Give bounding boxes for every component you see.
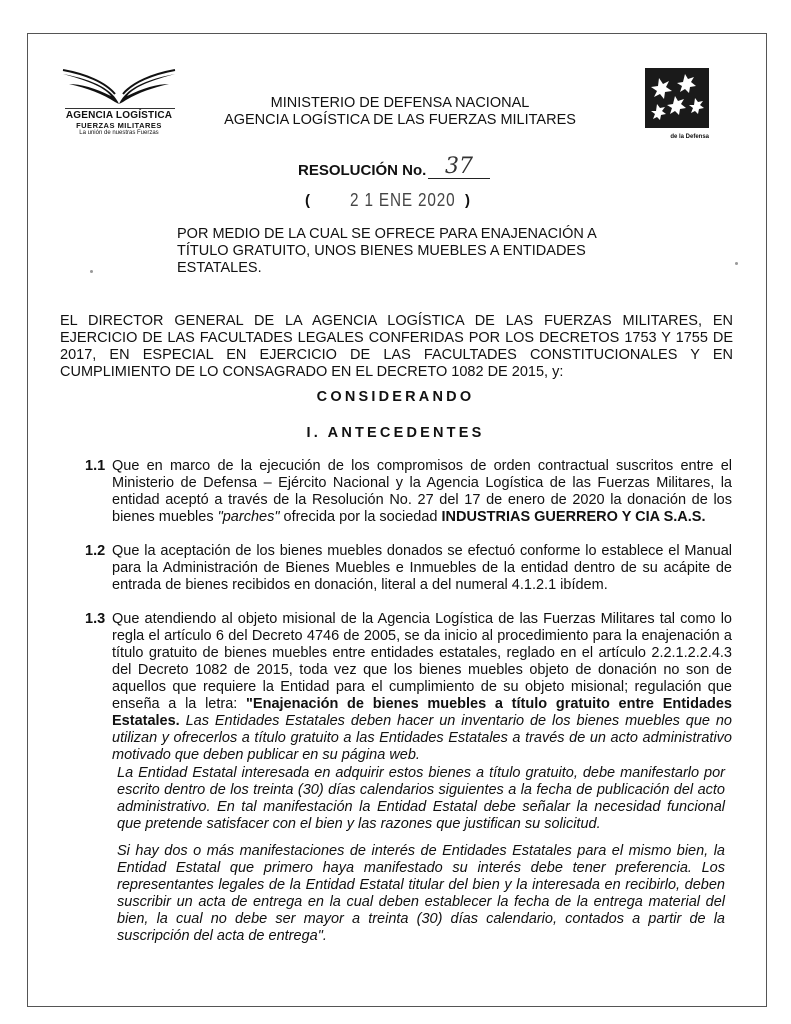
header-ministry: MINISTERIO DE DEFENSA NACIONAL xyxy=(270,95,530,111)
item-text: ofrecida por la sociedad xyxy=(279,509,442,525)
item-1-1 xyxy=(85,458,732,526)
star-cluster-icon xyxy=(645,68,709,128)
logo-line-1: AGENCIA LOGÍSTICA xyxy=(65,110,173,121)
scan-speck xyxy=(735,262,738,265)
ministry-logo-caption: de la Defensa xyxy=(670,134,709,140)
resolution-number: 37 xyxy=(428,154,490,179)
item-1-2 xyxy=(85,543,732,594)
quote-paragraph-1: La Entidad Estatal interesada en adquirir estos bienes a título gratuito, debe manifestarlo por escrito dentro de los treinta (30) días calendarios siguientes a la fecha de publicación del acto administrativo. En tal manifestación la Entidad Estatal debe señalar la necesidad funcional que pretende satisfacer con el bien y las razones que justifican su solicitud. xyxy=(117,765,725,832)
agency-logo xyxy=(55,60,190,150)
date-open-paren: ( xyxy=(305,192,310,209)
company-name: INDUSTRIAS GUERRERO Y CIA S.A.S. xyxy=(441,509,706,525)
date-close-paren: ) xyxy=(465,192,470,209)
item-number: 1.3 xyxy=(85,611,106,627)
wings-icon xyxy=(55,60,183,108)
item-text: Que en marco de la ejecución de los compromisos de orden contractual suscritos entre el Ministerio de Defensa – Ejército Nacional y la Agencia Logística de las Fuerzas Militares, la entidad aceptó a través de la Resolución No. 27 del 17 de enero de 2020 la donación de los bienes muebles xyxy=(112,458,732,525)
heading-considerando: CONSIDERANDO xyxy=(316,389,475,405)
item-text-italic: "parches" xyxy=(217,509,280,525)
logo-tagline: La unión de nuestras Fuerzas xyxy=(79,130,159,136)
item-1-3 xyxy=(85,611,732,764)
resolution-title: POR MEDIO DE LA CUAL SE OFRECE PARA ENAJENACIÓN A TÍTULO GRATUITO, UNOS BIENES MUEBLES A ENTIDADES ESTATALES. xyxy=(177,226,596,276)
item-text: Que atendiendo al objeto misional de la Agencia Logística de las Fuerzas Militares tal como lo regla el artículo 6 del Decreto 4746 de 2005, se da inicio al procedimiento para la enajenación a título gratuito de bienes muebles entre entidades estatales, reglado en el artículo 2.2.1.2.2.4.3 del Decreto 1082 de 2015, toda vez que los bienes muebles objeto de donación no son de aquellos que requiere la Entidad para el cumplimiento de su objeto misional; regulación que enseña a la letra: xyxy=(112,611,732,712)
item-number: 1.1 xyxy=(85,458,106,474)
item-number: 1.2 xyxy=(85,543,106,559)
quote-paragraph-2: Si hay dos o más manifestaciones de interés de Entidades Estatales para el mismo bien, la Entidad Estatal que primero haya manifestado su interés debe tener preferencia. Los representantes legales de la Entidad Estatal titular del bien y la interesada en recibirlo, deben suscribir un acta de entrega en la cual deben establecer la fecha de la entrega material del bien, la cual no debe ser mayor a treinta (30) días calendario, contados a partir de la suscripción del acta de entrega". xyxy=(117,843,725,944)
header-agency: AGENCIA LOGÍSTICA DE LAS FUERZAS MILITARES xyxy=(224,112,576,128)
date-stamp: 2 1 ENE 2020 xyxy=(350,190,456,210)
item-text: Que la aceptación de los bienes muebles donados se efectuó conforme lo establece el Manual para la Administración de Bienes Muebles e Inmuebles de la entidad dentro de su acápite de entrada de bienes recibidos en donación, literal a del numeral 4.1.2.1 ibídem. xyxy=(112,543,732,593)
item-text-italic: Las Entidades Estatales deben hacer un inventario de los bienes muebles que no utilizan y ofrecerlos a título gratuito a las Entidades Estatales a través de un acto administrativo motivado que deben publicar en su página web. xyxy=(112,713,732,763)
resolution-label: RESOLUCIÓN No. xyxy=(298,162,427,179)
preamble: EL DIRECTOR GENERAL DE LA AGENCIA LOGÍSTICA DE LAS FUERZAS MILITARES, EN EJERCICIO DE LAS FACULTADES LEGALES CONFERIDAS POR LOS DECRETOS 1753 Y 1755 DE 2017, EN ESPECIAL EN EJERCICIO DE LAS FACULTADES CONSTITUCIONALES Y EN CUMPLIMIENTO DE LO CONSAGRADO EN EL DECRETO 1082 DE 2015, y: xyxy=(60,313,733,380)
quote-heading: "Enajenación de bienes muebles a título gratuito entre Entidades Estatales. xyxy=(112,696,732,729)
logo-line-2: FUERZAS MILITARES xyxy=(76,121,162,130)
heading-antecedentes: I. ANTECEDENTES xyxy=(306,425,485,441)
scan-speck xyxy=(90,270,93,273)
ministry-logo xyxy=(645,68,713,146)
